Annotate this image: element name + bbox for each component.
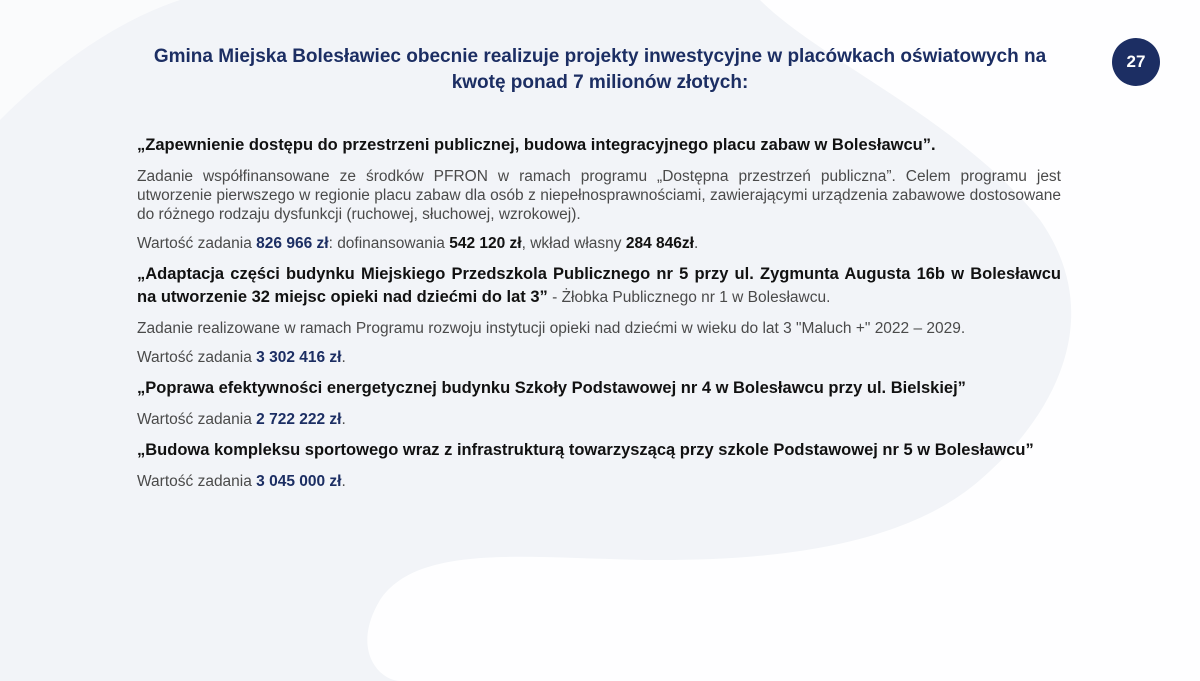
project-2-value: 3 302 416 zł (256, 349, 342, 366)
project-1-value-line (137, 234, 1061, 253)
project-4-value-line (137, 472, 1061, 491)
project-3-heading: „Poprawa efektywności energetycznej budynku Szkoły Podstawowej nr 4 w Bolesławcu przy ul. Bielskiej” (137, 379, 966, 397)
project-2-heading-text: „Adaptacja części budynku Miejskiego Przedszkola Publicznego nr 5 przy ul. Zygmunta Augusta 16b w Bolesławcu na utworzenie 32 miejsc opieki nad dziećmi do lat 3” (137, 265, 1061, 306)
project-3-value: 2 722 222 zł (256, 411, 342, 428)
project-1-own-contribution: 284 846zł (625, 235, 694, 252)
project-2-description: Zadanie realizowane w ramach Programu rozwoju instytucji opieki nad dziećmi w wieku do lat 3 "Maluch +" 2022 – 2029. (137, 320, 966, 337)
project-3-value-line (137, 410, 1061, 429)
value-label: Wartość zadania (137, 235, 257, 252)
line-end: . (341, 473, 346, 490)
project-4-heading: „Budowa kompleksu sportowego wraz z infrastrukturą towarzyszącą przy szkole Podstawowej nr 5 w Bolesławcu” (137, 441, 1034, 459)
value-label: Wartość zadania (137, 473, 257, 490)
value-label: Wartość zadania (137, 411, 257, 428)
project-4-value: 3 045 000 zł (256, 473, 342, 490)
cofinancing-label: : dofinansowania (328, 235, 450, 252)
page-number-badge: 27 (1112, 38, 1160, 86)
projects-list (137, 134, 1061, 501)
project-2-heading (137, 263, 1061, 309)
project-2-value-line (137, 348, 1061, 367)
slide-title: Gmina Miejska Bolesławiec obecnie realizuje projekty inwestycyjne w placówkach oświatowych na kwotę ponad 7 milionów złotych: (153, 46, 1047, 93)
value-label: Wartość zadania (137, 349, 257, 366)
line-end: . (341, 349, 346, 366)
own-contribution-label: , wkład własny (521, 235, 626, 252)
project-1-heading: „Zapewnienie dostępu do przestrzeni publicznej, budowa integracyjnego placu zabaw w Bolesławcu”. (137, 136, 936, 154)
project-1-description: Zadanie współfinansowane ze środków PFRON w ramach programu „Dostępna przestrzeń publiczna”. Celem programu jest utworzenie pierwszego w regionie placu zabaw dla osób z niepełnosprawnościami, zawierającymi urządzenia zabawowe dostosowane do różnego rodzaju dysfunkcji (ruchowej, słuchowej, wzrokowej). (137, 168, 1061, 223)
line-end: . (341, 411, 346, 428)
project-1-cofinancing: 542 120 zł (449, 235, 522, 252)
project-1-value: 826 966 zł (256, 235, 329, 252)
line-end: . (693, 235, 699, 252)
project-2-heading-suffix: - Żłobka Publicznego nr 1 w Bolesławcu. (547, 289, 831, 306)
